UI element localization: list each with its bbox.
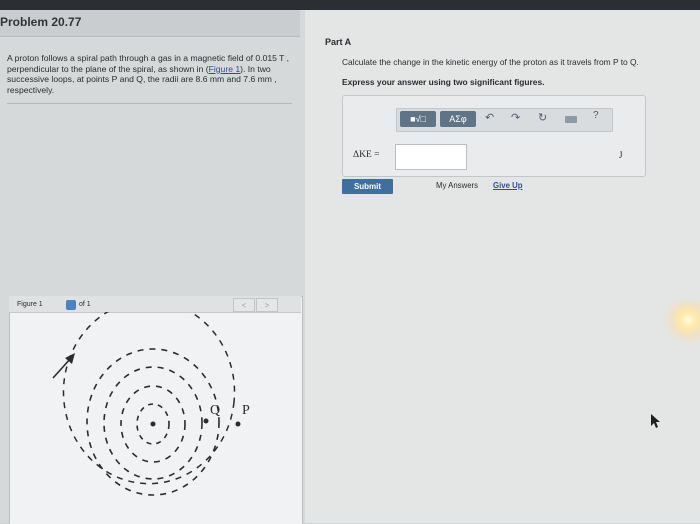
my-answers-link[interactable]: My Answers (436, 181, 479, 190)
problem-text-start: A proton follows a spiral path through a gas in a magnetic field of 0.015 T , perpendicular to the plane of the spiral, as shown in ( (7, 53, 290, 74)
reset-icon[interactable]: ↻ (538, 112, 548, 124)
point-q-dot (204, 419, 209, 424)
point-p-label: P (242, 403, 250, 418)
figure-link[interactable]: Figure 1 (208, 63, 241, 74)
spiral-figure (9, 312, 301, 523)
problem-statement (7, 53, 292, 104)
figure-page-selector[interactable] (66, 300, 76, 310)
symbols-button[interactable]: ΑΣφ (440, 111, 476, 127)
templates-button[interactable]: ■√□ (400, 111, 436, 127)
point-q-label: Q (210, 403, 221, 418)
figure-next-button[interactable]: > (256, 298, 278, 312)
part-label: Part A (325, 37, 352, 47)
screen-glare (650, 300, 700, 345)
give-up-link[interactable]: Give Up (493, 181, 523, 190)
answer-input[interactable] (395, 144, 467, 170)
point-p-dot (236, 422, 241, 427)
mouse-cursor-icon (650, 413, 662, 429)
submit-button[interactable]: Submit (342, 179, 393, 194)
redo-icon[interactable]: ↷ (511, 112, 521, 124)
undo-icon[interactable]: ↶ (485, 112, 495, 124)
spiral-loop-outer (63, 312, 234, 484)
answer-unit: J (619, 150, 623, 160)
keyboard-icon[interactable] (565, 116, 577, 123)
figure-page-count: of 1 (79, 301, 91, 308)
figure-label: Figure 1 (17, 301, 43, 308)
help-button[interactable]: ? (593, 110, 599, 121)
instruction-text: Express your answer using two significant figures. (342, 77, 545, 87)
problem-text-end: ). In two successive loops, at points P and Q, the radii are 8.6 mm and 7.6 mm , respectively. (7, 63, 277, 95)
spiral-center-dot (151, 422, 156, 427)
question-text: Calculate the change in the kinetic energy of the proton as it travels from P to Q. (342, 57, 639, 67)
problem-title: Problem 20.77 (0, 15, 82, 29)
browser-top-bar (0, 0, 700, 10)
direction-arrow-line (53, 358, 71, 378)
answer-label: ΔKE = (353, 150, 380, 160)
figure-prev-button[interactable]: < (233, 298, 255, 312)
